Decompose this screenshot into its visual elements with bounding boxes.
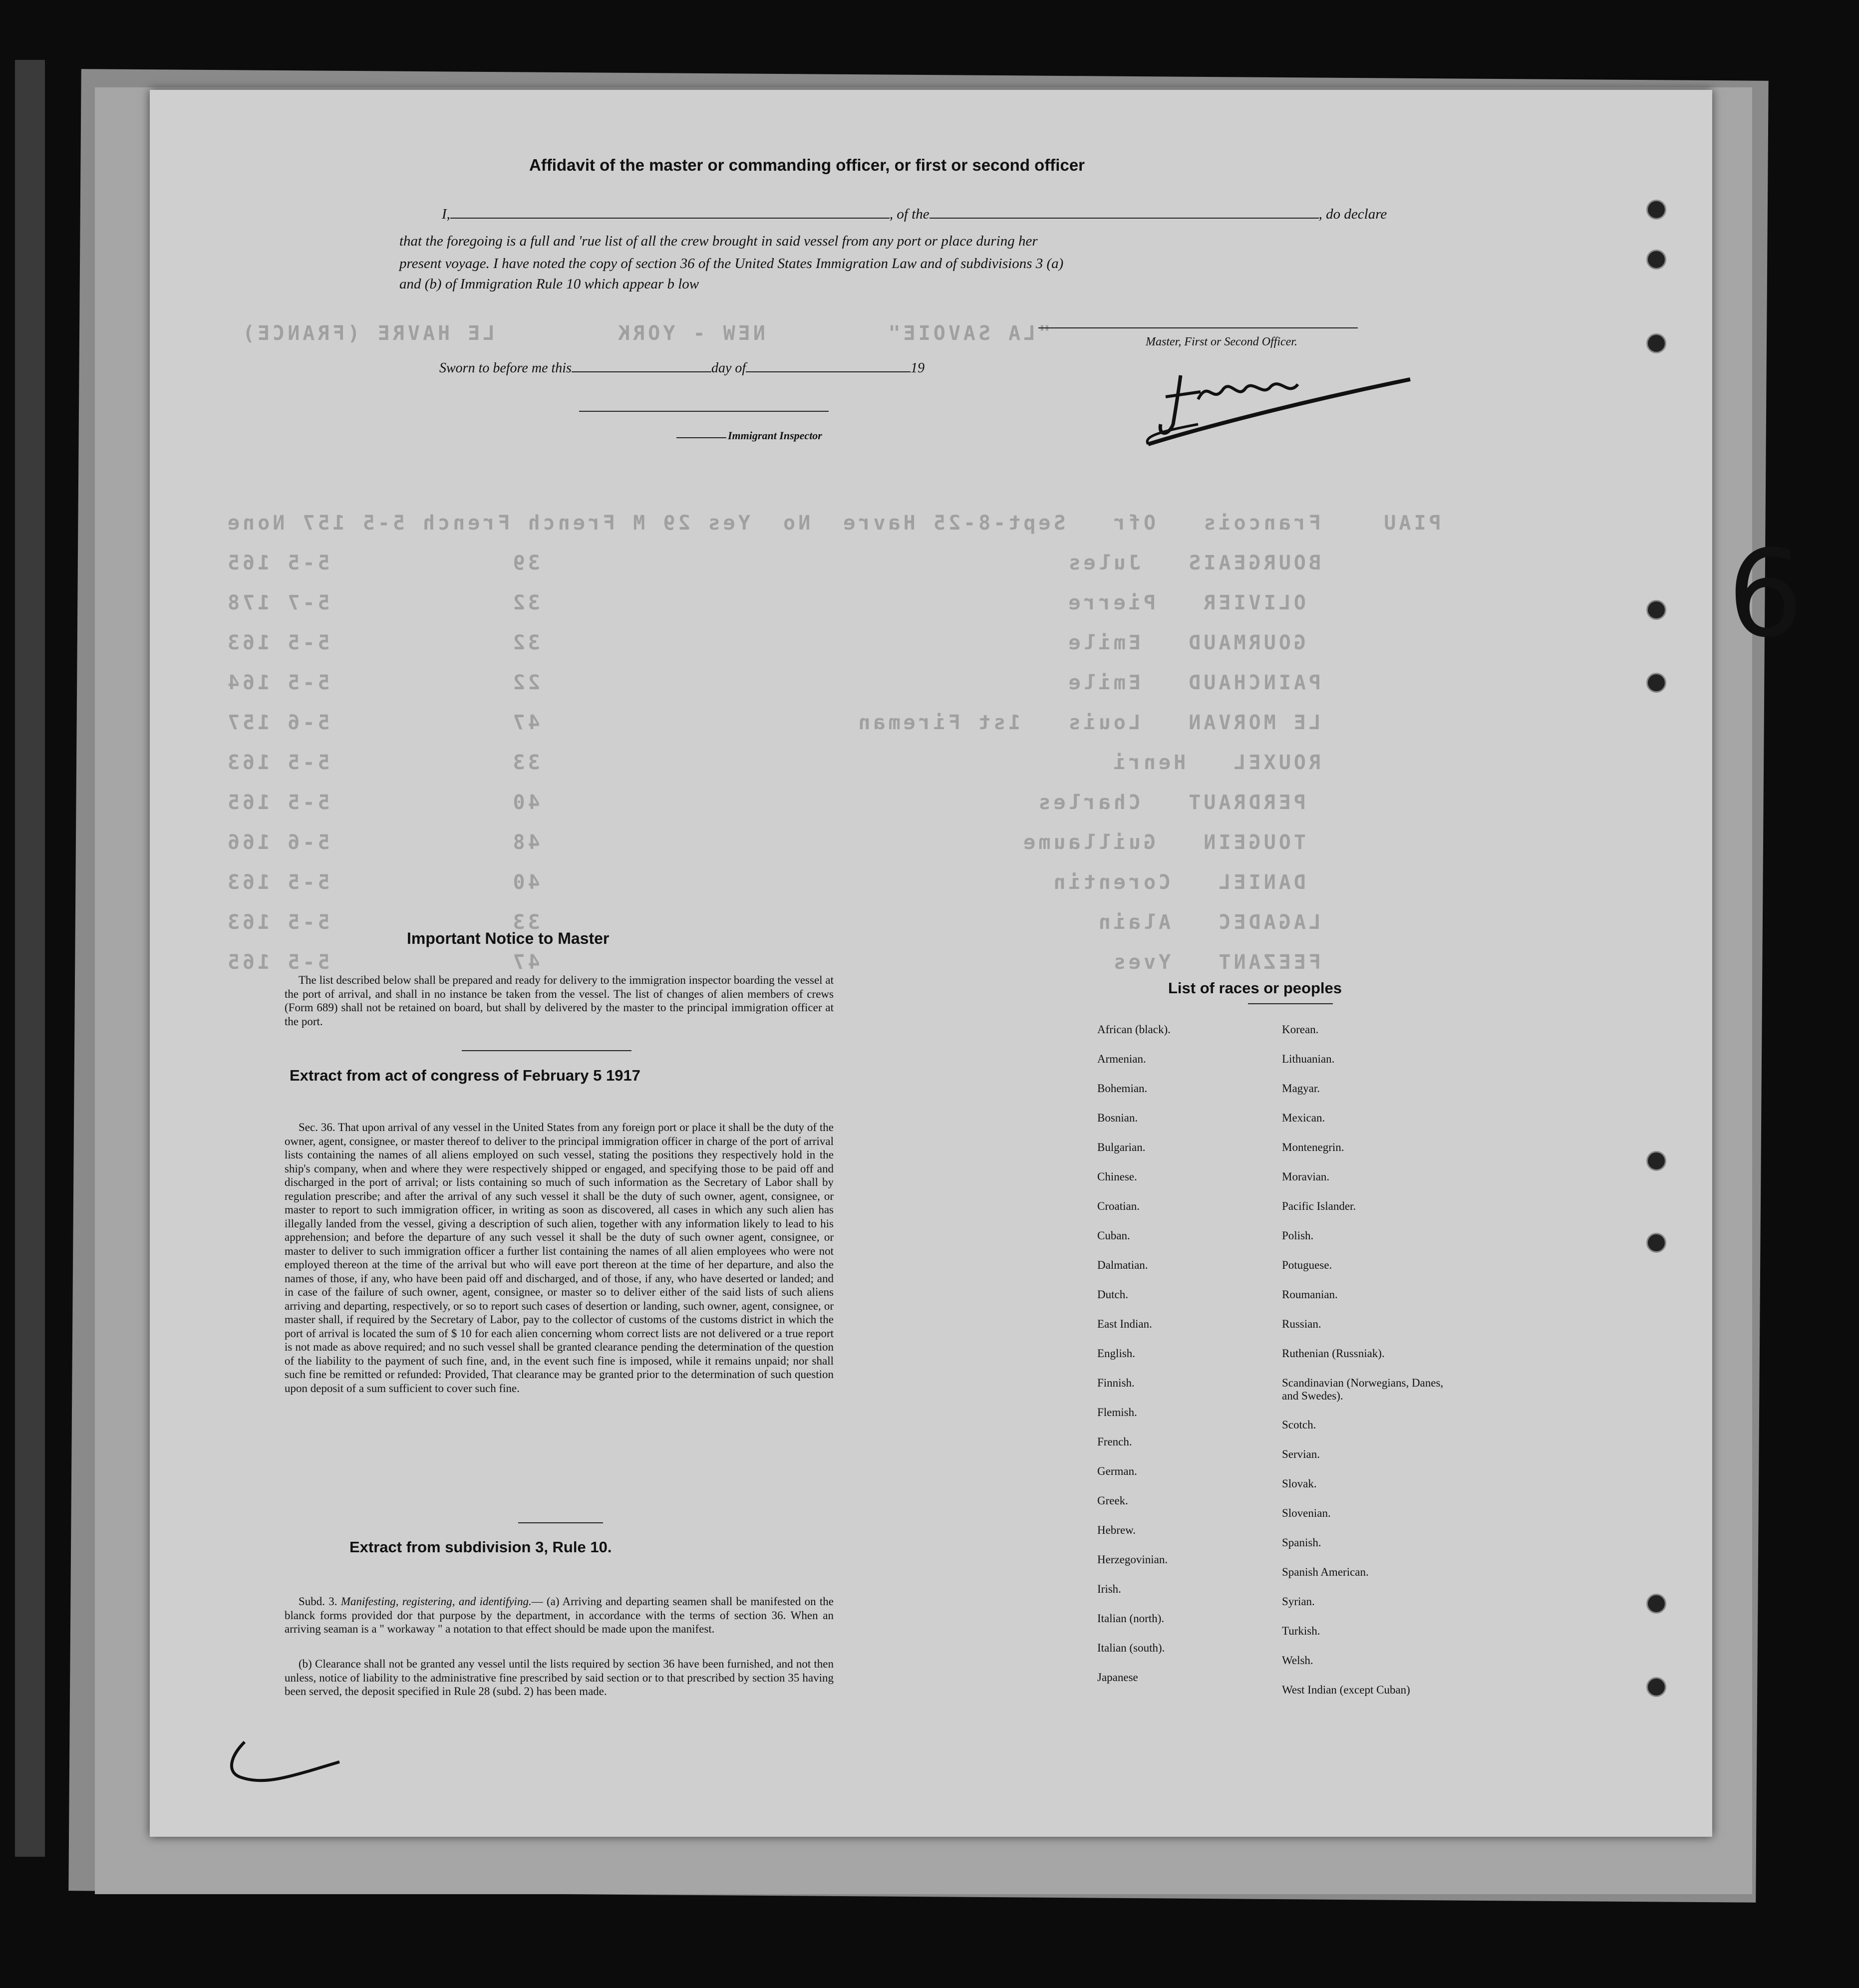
race-item: Dalmatian. [1097,1259,1148,1271]
extract-act-text: Sec. 36. That upon arrival of any vessel in the United States from any foreign port or place it shall be the duty of the owner, agent, consignee, or master thereof to deliver to the principal immigration officer in charge of the port of arrival lists containing the names of all aliens employed on such vessel, stating the positions they respectively hold in the ship's company, when and where they were respectively shipped or engaged, and specifying those to be paid off and discharged in the port of arrival; or lists containing so much of such information as the Secretary of Labor shall by regulation prescribe; and after the arrival of any such vessel it shall be the duty of such owner, agent, consignee, or master to report to such immigration officer, in writing as soon as discovered, all cases in which any such alien has illegally landed from the vessel, giving a description of such alien, together with any information likely to lead to his apprehension; and before the departure of any such vessel it shall be the duty of such owner agent, consignee, or master to deliver to such immigration officer a further list containing the names of all alien employees who were not employed thereon at the time of the arrival but who will eave port thereon at the time of her departure, and also the names of those, if any, who have been paid off and discharged, and of those, if any, who have deserted or landed; and in case of the failure of such owner, agent, consignee, or master so to deliver either of the said lists of such aliens arriving and departing, respectively, or so to report such cases of desertion or landing, such owner, agent, consignee, or master shall, if required by the Secretary of Labor, pay to the collector of customs of the customs district in which the port of arrival is located the sum of $ 10 for each alien concerning whom correct lists are not delivered or a true report is not made as above required; and no such vessel shall be granted clearance pending the determination of the question of the liability to the payment of such fine, and, in the event such fine is imposed, while it remains unpaid; nor shall such fine be remitted or refunded: Provided, That clearance may be granted prior to the determination of such question upon deposit of a sum sufficient to cover such fine. [285,1121,834,1395]
race-item: English. [1097,1347,1136,1360]
important-notice-title: Important Notice to Master [407,929,610,947]
bleed-through-row: DANIEL Corentin 40 5-5 163 [225,871,1306,894]
race-item: Japanese [1097,1671,1138,1684]
subd-label: Subd. 3. [299,1595,337,1608]
race-item: Bosnian. [1097,1112,1138,1124]
punch-hole [1646,1233,1666,1253]
master-signature-line [1038,327,1358,328]
margin-annotation: 6 [1727,524,1804,664]
affidavit-line1-end: , do declare [1318,206,1387,222]
race-item: Scotch. [1282,1419,1316,1431]
punch-hole [1646,600,1666,620]
sworn-line [439,359,925,376]
important-notice-text: The list described below shall be prepared and ready for delivery to the immigration inspector boarding the vessel at the port of arrival, and shall in no instance be taken from the vessel. The list of changes of alien members of crews (Form 689) shall not be retained on board, but shall by delivered by the master to the principal immigration officer at the port. [285,974,834,1028]
name-blank [450,206,890,219]
sworn-year: 19 [911,360,925,376]
race-item: Croatian. [1097,1200,1140,1212]
races-left-column [1097,1023,1247,1701]
race-item: Hebrew. [1097,1524,1136,1536]
race-item: West Indian (except Cuban) [1282,1684,1410,1696]
race-item: Welsh. [1282,1654,1313,1667]
races-right-column [1282,1023,1462,1713]
bleed-through-row: ROUXEL Henri 33 5-5 163 [225,751,1321,774]
punch-hole [1646,673,1666,693]
punch-hole [1646,200,1666,220]
race-item: Italian (south). [1097,1642,1165,1654]
races-underline [1248,1003,1333,1004]
bleed-through-row: PERDRAUT Charles 40 5-5 165 [225,791,1306,814]
master-signature [1138,349,1428,449]
bleed-through-row: OLIVIER Pierre 32 5-7 178 [225,591,1306,614]
pen-mark [225,1737,354,1797]
race-item: Dutch. [1097,1288,1128,1301]
race-item: African (black). [1097,1023,1171,1036]
race-item: Italian (north). [1097,1612,1165,1625]
master-label: Master, First or Second Officer. [1146,335,1297,348]
extract-rule-para-b: (b) Clearance shall not be granted any vessel until the lists required by section 36 have been furnished, and not then unless, notice of liability to the administrative fine prescribed by said section or to that prescribed by section 35 having been served, the deposit specified in Rule 28 (subd. 2) has been made. [285,1658,834,1698]
affidavit-title: Affidavit of the master or commanding officer, or first or second officer [529,156,1085,174]
race-item: Slovak. [1282,1477,1317,1490]
race-item: Montenegrin. [1282,1141,1344,1153]
race-item: Korean. [1282,1023,1319,1036]
punch-hole [1646,333,1666,353]
race-item: Scandinavian (Norwegians, Danes, and Swedes). [1282,1377,1444,1402]
extract-rule-title: Extract from subdivision 3, Rule 10. [349,1538,612,1556]
race-item: Potuguese. [1282,1259,1332,1271]
bleed-through-row: LAGADEC Alain 33 5-5 163 [225,911,1321,934]
race-item: Spanish American. [1282,1566,1369,1578]
bleed-through-row: TOUGEIN Guillaume 48 5-6 166 [225,831,1306,854]
sworn-start: Sworn to before me this [439,360,572,376]
race-item: Turkish. [1282,1625,1320,1637]
race-item: Pacific Islander. [1282,1200,1356,1212]
affidavit-line-3: present voyage. I have noted the copy of section 36 of the United States Immigration Law and of subdivisions 3 (a) [399,256,1064,272]
race-item: Roumanian. [1282,1288,1338,1301]
races-title: List of races or peoples [1168,979,1342,997]
race-item: Flemish. [1097,1406,1137,1419]
sworn-day-blank [572,359,711,372]
race-item: Chinese. [1097,1170,1137,1183]
race-item: Moravian. [1282,1170,1330,1183]
scanner-edge [15,60,45,1857]
race-item: Finnish. [1097,1377,1135,1389]
race-item: Bulgarian. [1097,1141,1146,1153]
bleed-through-header: "LA SAVOIE" NEW - YORK LE HAVRE (FRANCE) [240,322,1051,345]
race-item: Russian. [1282,1318,1321,1330]
manifest-page [150,90,1712,1837]
affidavit-line-2: that the foregoing is a full and 'rue list of all the crew brought in said vessel from any port or place during her [399,233,1038,249]
bleed-through-row: GOURMAUD Emile 32 5-5 163 [225,631,1306,654]
inspector-signature-line [579,411,829,412]
race-item: Ruthenian (Russniak). [1282,1347,1385,1360]
punch-hole [1646,1677,1666,1697]
race-item: German. [1097,1465,1137,1477]
race-item: Magyar. [1282,1082,1320,1095]
race-item: Syrian. [1282,1595,1315,1608]
sworn-month-blank [746,359,911,372]
inspector-dash [676,437,726,438]
race-item: Polish. [1282,1229,1314,1242]
affidavit-line-1 [442,206,1387,223]
race-item: French. [1097,1435,1132,1448]
race-item: Mexican. [1282,1112,1325,1124]
affidavit-line-4: and (b) of Immigration Rule 10 which appear b low [399,276,699,292]
race-item: East Indian. [1097,1318,1152,1330]
punch-hole [1646,1151,1666,1171]
subd-text: — (a) Arriving and departing seamen shall be manifested on the blanck forms provided dor that purpose by the department, in accordance with the terms of section 36. When an arriving seaman is a " workaway " a notation to that effect should be made upon the manifest. [285,1595,834,1635]
vessel-blank [930,206,1319,219]
race-item: Servian. [1282,1448,1320,1460]
race-item: Herzegovinian. [1097,1553,1168,1566]
affidavit-line1-mid: , of the [889,206,930,222]
bleed-through-row: PIAU Francois Ofr Sept-8-25 Havre No Yes 29 M French French 5-5 157 None [225,512,1441,535]
extract-act-title: Extract from act of congress of February 5 1917 [290,1067,640,1084]
punch-hole [1646,1594,1666,1614]
race-item: Bohemian. [1097,1082,1148,1095]
punch-hole [1646,250,1666,270]
subd-italic: Manifesting, registering, and identifying. [340,1595,532,1608]
race-item: Lithuanian. [1282,1053,1335,1065]
race-item: Spanish. [1282,1536,1321,1549]
section-divider [462,1050,631,1051]
bleed-through-row: BOURGEAIS Jules 39 5-5 165 [225,552,1321,574]
affidavit-line1-start: I, [442,206,450,222]
bleed-through-row: LE MORVAN Louis 1st Fireman 47 5-6 157 [225,711,1321,734]
sworn-mid: day of [711,360,746,376]
race-item: Irish. [1097,1583,1121,1595]
bleed-through-row: PAINCHAUD Emile 22 5-5 164 [225,671,1321,694]
section-divider [518,1522,603,1523]
extract-rule-para-a [285,1595,834,1636]
bleed-through-row: FEEZANT Yves 47 5-5 165 [225,951,1321,974]
race-item: Slovenian. [1282,1507,1331,1519]
race-item: Cuban. [1097,1229,1130,1242]
race-item: Greek. [1097,1494,1128,1507]
inspector-label: Immigrant Inspector [728,429,822,442]
race-item: Armenian. [1097,1053,1146,1065]
